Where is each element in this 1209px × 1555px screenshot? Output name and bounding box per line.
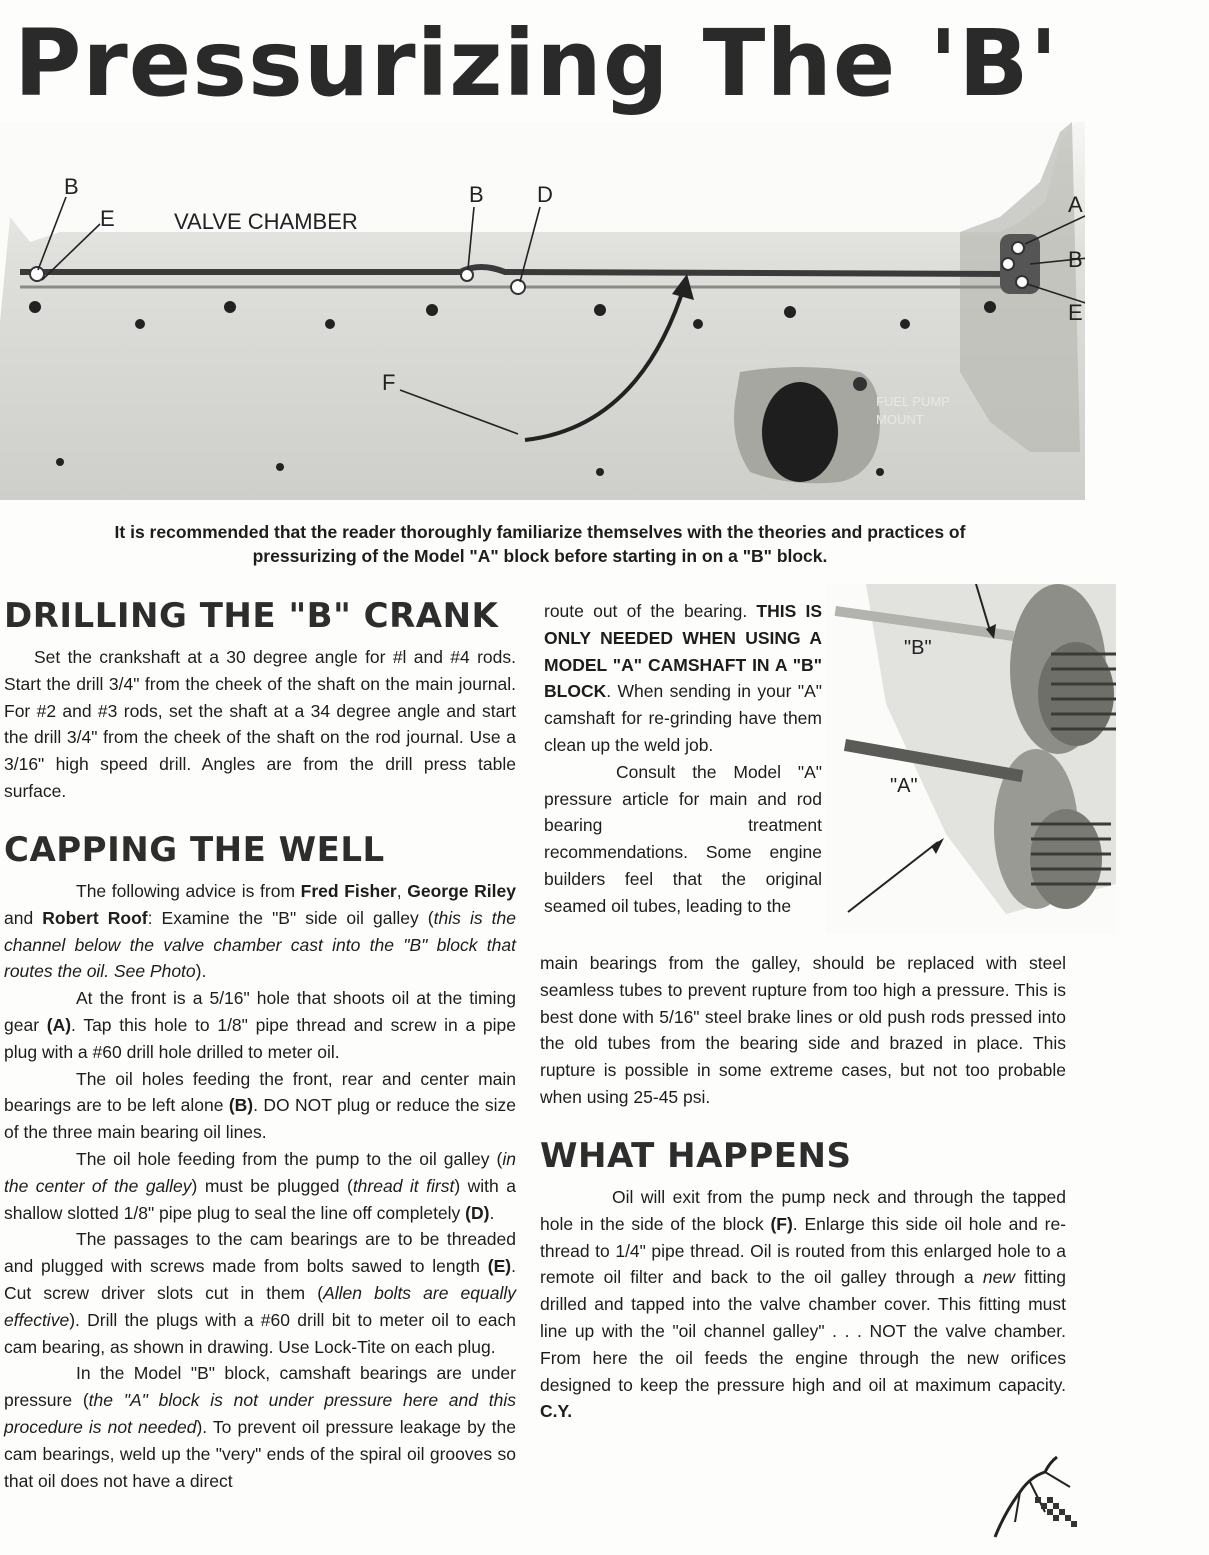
middle-paragraph-2: Consult the Model "A" pressure article for main and rod bearing treatment recommendations. Some engine builders feel that the original seamed oil tubes, leading to the: [544, 761, 822, 916]
label-b-left: B: [64, 174, 79, 199]
heading-drilling: DRILLING THE "B" CRANK: [4, 596, 499, 636]
photo-caption: It is recommended that the reader thoroughly familiarize themselves with the theories and practices of pressurizing of the Model "A" block before starting in on a "B" block.: [114, 522, 966, 566]
capping-paragraph-1: The following advice is from Fred Fisher, George Riley and Robert Roof: Examine the "B" side oil galley (this is the channel below the valve chamber cast into the "B" block that routes the oil. See Photo).: [4, 881, 516, 982]
cam-label-b: "B": [904, 637, 932, 659]
engine-block-photo: [0, 122, 1085, 500]
label-e-left: E: [100, 206, 115, 231]
label-d: D: [537, 182, 553, 207]
what-happens-paragraph: Oil will exit from the pump neck and through the tapped hole in the side of the block (F). Enlarge this side oil hole and re-thread to 1/4" pipe thread. Oil is routed from this enlarged hole to a remote oil filter and back to the oil galley through a new fitting drilled and tapped into the valve chamber cover. This fitting must line up with the "oil channel galley" . . . NOT the valve chamber. From here the oil feeds the engine through the new orifices designed to keep the pressure high and oil at maximum capacity. C.Y.: [540, 1187, 1067, 1422]
heading-capping: CAPPING THE WELL: [4, 830, 385, 870]
capping-paragraph-6: In the Model "B" block, camshaft bearings are under pressure (the "A" block is not under pressure here and this procedure is not needed). To prevent oil pressure leakage by the cam bearings, weld up the "very" ends of the spiral oil grooves so that oil does not have a direct: [4, 1363, 517, 1491]
capping-paragraph-5: The passages to the cam bearings are to be threaded and plugged with screws made from bolts sawed to length (E). Cut screw driver slots cut in them (Allen bolts are equally effective). Drill the plugs with a #60 drill bit to meter oil to each cam bearing, as shown in drawing. Use Lock-Tite on each plug.: [4, 1229, 517, 1357]
heading-what-happens: WHAT HAPPENS: [540, 1136, 852, 1176]
racing-logo-icon: [975, 1452, 1095, 1542]
cam-label-a: "A": [890, 775, 918, 797]
capping-paragraph-3: The oil holes feeding the front, rear and center main bearings are to be left alone (B). DO NOT plug or reduce the size of the three main bearing oil lines.: [4, 1068, 516, 1143]
middle-paragraph-1: route out of the bearing. THIS IS ONLY NEEDED WHEN USING A MODEL "A" CAMSHAFT IN A "B" BLOCK. When sending in your "A" camshaft for re-grinding have them clean up the weld job.: [544, 601, 822, 755]
label-fuel-pump: FUEL PUMP: [876, 394, 950, 409]
drilling-paragraph: Set the crankshaft at a 30 degree angle for #l and #4 rods. Start the drill 3/4" from the cheek of the shaft on the main journal. For #2 and #3 rods, set the shaft at a 34 degree angle and start the drill 3/4" from the cheek of the shaft on the rod journal. Use a 3/16" high speed drill. Angles are from the drill press table surface.: [4, 647, 516, 801]
label-a-right: A: [1068, 192, 1083, 217]
camshaft-photo: [826, 584, 1116, 934]
right-column-continuation: [540, 950, 1066, 1111]
capping-body: [4, 878, 516, 1494]
label-mount: MOUNT: [876, 412, 924, 427]
label-b-right: B: [1068, 247, 1083, 272]
what-happens-body: [540, 1184, 1066, 1425]
label-valve-chamber: VALVE CHAMBER: [174, 209, 358, 234]
capping-paragraph-4: The oil hole feeding from the pump to the oil galley (in the center of the galley) must be plugged (thread it first) with a shallow slotted 1/8" pipe plug to seal the line off completely (D).: [4, 1148, 516, 1223]
page-title: Pressurizing The 'B': [14, 10, 1059, 117]
label-e-right: E: [1068, 300, 1083, 325]
middle-column: [544, 598, 822, 920]
capping-paragraph-2: At the front is a 5/16" hole that shoots oil at the timing gear (A). Tap this hole to 1/8" pipe thread and screw in a pipe plug with a #60 drill hole drilled to meter oil.: [4, 988, 516, 1062]
label-b-middle: B: [469, 182, 484, 207]
label-f: F: [382, 370, 396, 395]
middle-paragraph-2-continued: main bearings from the galley, should be replaced with steel seamless tubes to prevent rupture from too high a pressure. This is best done with 5/16" steel brake lines or old push rods pressed into the old tubes from the bearing side and brazed in place. This rupture is possible in some extreme cases, but not too probable when using 25-45 psi.: [540, 953, 1066, 1107]
